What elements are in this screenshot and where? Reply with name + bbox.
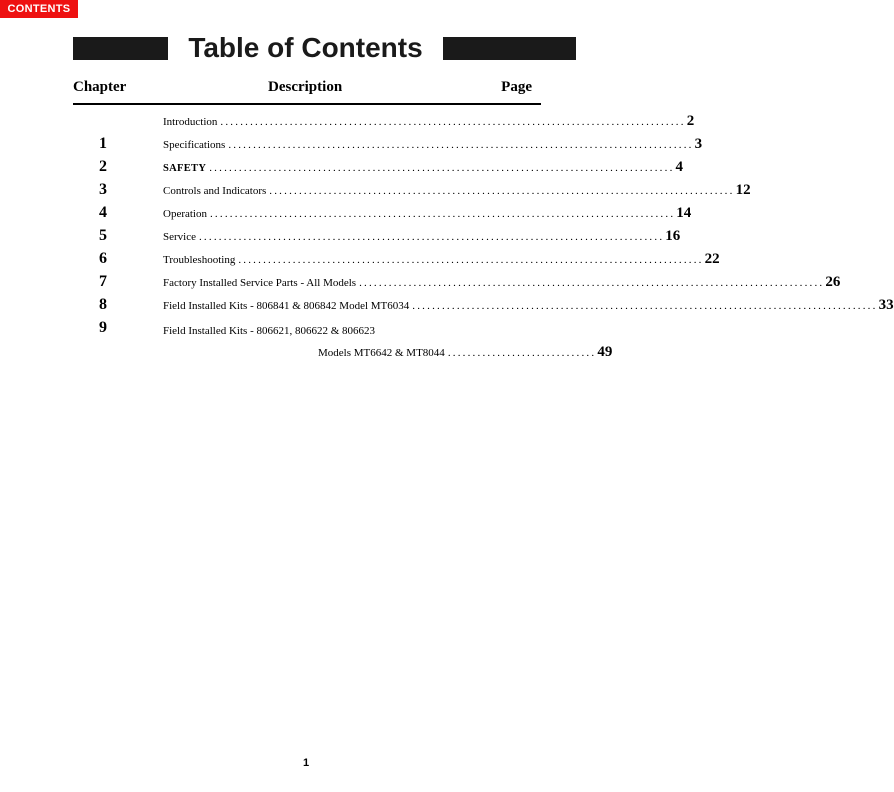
toc-row-introduction[interactable] (73, 110, 695, 132)
chapter-number: 6 (99, 250, 107, 267)
page-header: Page (501, 79, 532, 95)
entry-page[interactable]: 2 (686, 113, 695, 129)
entry-page[interactable]: 16 (665, 228, 681, 244)
chapter-number: 1 (99, 135, 107, 152)
dot-leader: .............................................................................................. (220, 116, 686, 128)
entry-page[interactable]: 22 (704, 251, 720, 267)
chapter-number: 3 (99, 181, 107, 198)
entry-title[interactable]: Factory Installed Service Parts - All Models (163, 277, 357, 289)
toc-row-field-kits-mt6642[interactable] (73, 317, 541, 339)
entry-title[interactable]: Specifications (163, 139, 226, 151)
toc-row-field-kits-mt6034[interactable] (73, 294, 894, 316)
entry-page[interactable]: 12 (735, 182, 751, 198)
entry-title[interactable]: SAFETY (163, 163, 207, 174)
entry-page[interactable]: 33 (878, 297, 894, 313)
entry-title[interactable]: Field Installed Kits - 806621, 806622 & 806623 (163, 325, 376, 337)
dot-leader: .............................................................................................. (209, 208, 676, 220)
dot-leader: .............................................................................................. (228, 139, 694, 151)
header-rule (73, 103, 541, 105)
chapter-number: 2 (99, 158, 107, 175)
chapter-header: Chapter (73, 79, 127, 95)
dot-leader: .............................. (447, 347, 597, 359)
column-headers (73, 79, 541, 99)
entry-title[interactable]: Introduction (163, 116, 218, 128)
dot-leader: .............................................................................................. (238, 254, 704, 266)
entry-page[interactable]: 3 (694, 136, 703, 152)
entry-title-continuation[interactable]: Models MT6642 & MT8044 (318, 347, 445, 359)
entry-page[interactable]: 14 (676, 205, 692, 221)
dot-leader: .............................................................................................. (198, 231, 665, 243)
entry-title[interactable]: Field Installed Kits - 806841 & 806842 Model MT6034 (163, 300, 410, 312)
page-title: Table of Contents (188, 32, 423, 63)
chapter-number: 8 (99, 296, 107, 313)
entry-page[interactable]: 26 (825, 274, 841, 290)
entry-page[interactable]: 49 (597, 344, 613, 360)
dot-leader: .............................................................................................. (269, 185, 735, 197)
toc-row-safety[interactable] (73, 156, 684, 178)
entry-title[interactable]: Controls and Indicators (163, 185, 267, 197)
toc-row-controls[interactable] (73, 179, 751, 201)
dot-leader: .............................................................................................. (209, 162, 675, 174)
description-header: Description (268, 79, 343, 95)
dot-leader: .............................................................................................. (359, 277, 825, 289)
entry-title[interactable]: Troubleshooting (163, 254, 236, 266)
toc-row-continuation[interactable] (73, 341, 613, 363)
title-bar-left (73, 37, 168, 60)
toc-row-factory-parts[interactable] (73, 271, 841, 293)
toc-row-specifications[interactable] (73, 133, 703, 155)
chapter-number: 4 (99, 204, 107, 221)
chapter-number: 7 (99, 273, 107, 290)
entry-title[interactable]: Service (163, 231, 196, 243)
chapter-number: 5 (99, 227, 107, 244)
toc-row-troubleshooting[interactable] (73, 248, 720, 270)
title-bar-right (443, 37, 576, 60)
section-tab: CONTENTS (0, 0, 78, 18)
page-number: 1 (302, 757, 310, 769)
toc-row-operation[interactable] (73, 202, 692, 224)
chapter-number: 9 (99, 319, 107, 336)
entry-page[interactable]: 4 (675, 159, 684, 175)
toc-row-service[interactable] (73, 225, 681, 247)
dot-leader: .............................................................................................. (412, 300, 878, 312)
entry-title[interactable]: Operation (163, 208, 207, 220)
